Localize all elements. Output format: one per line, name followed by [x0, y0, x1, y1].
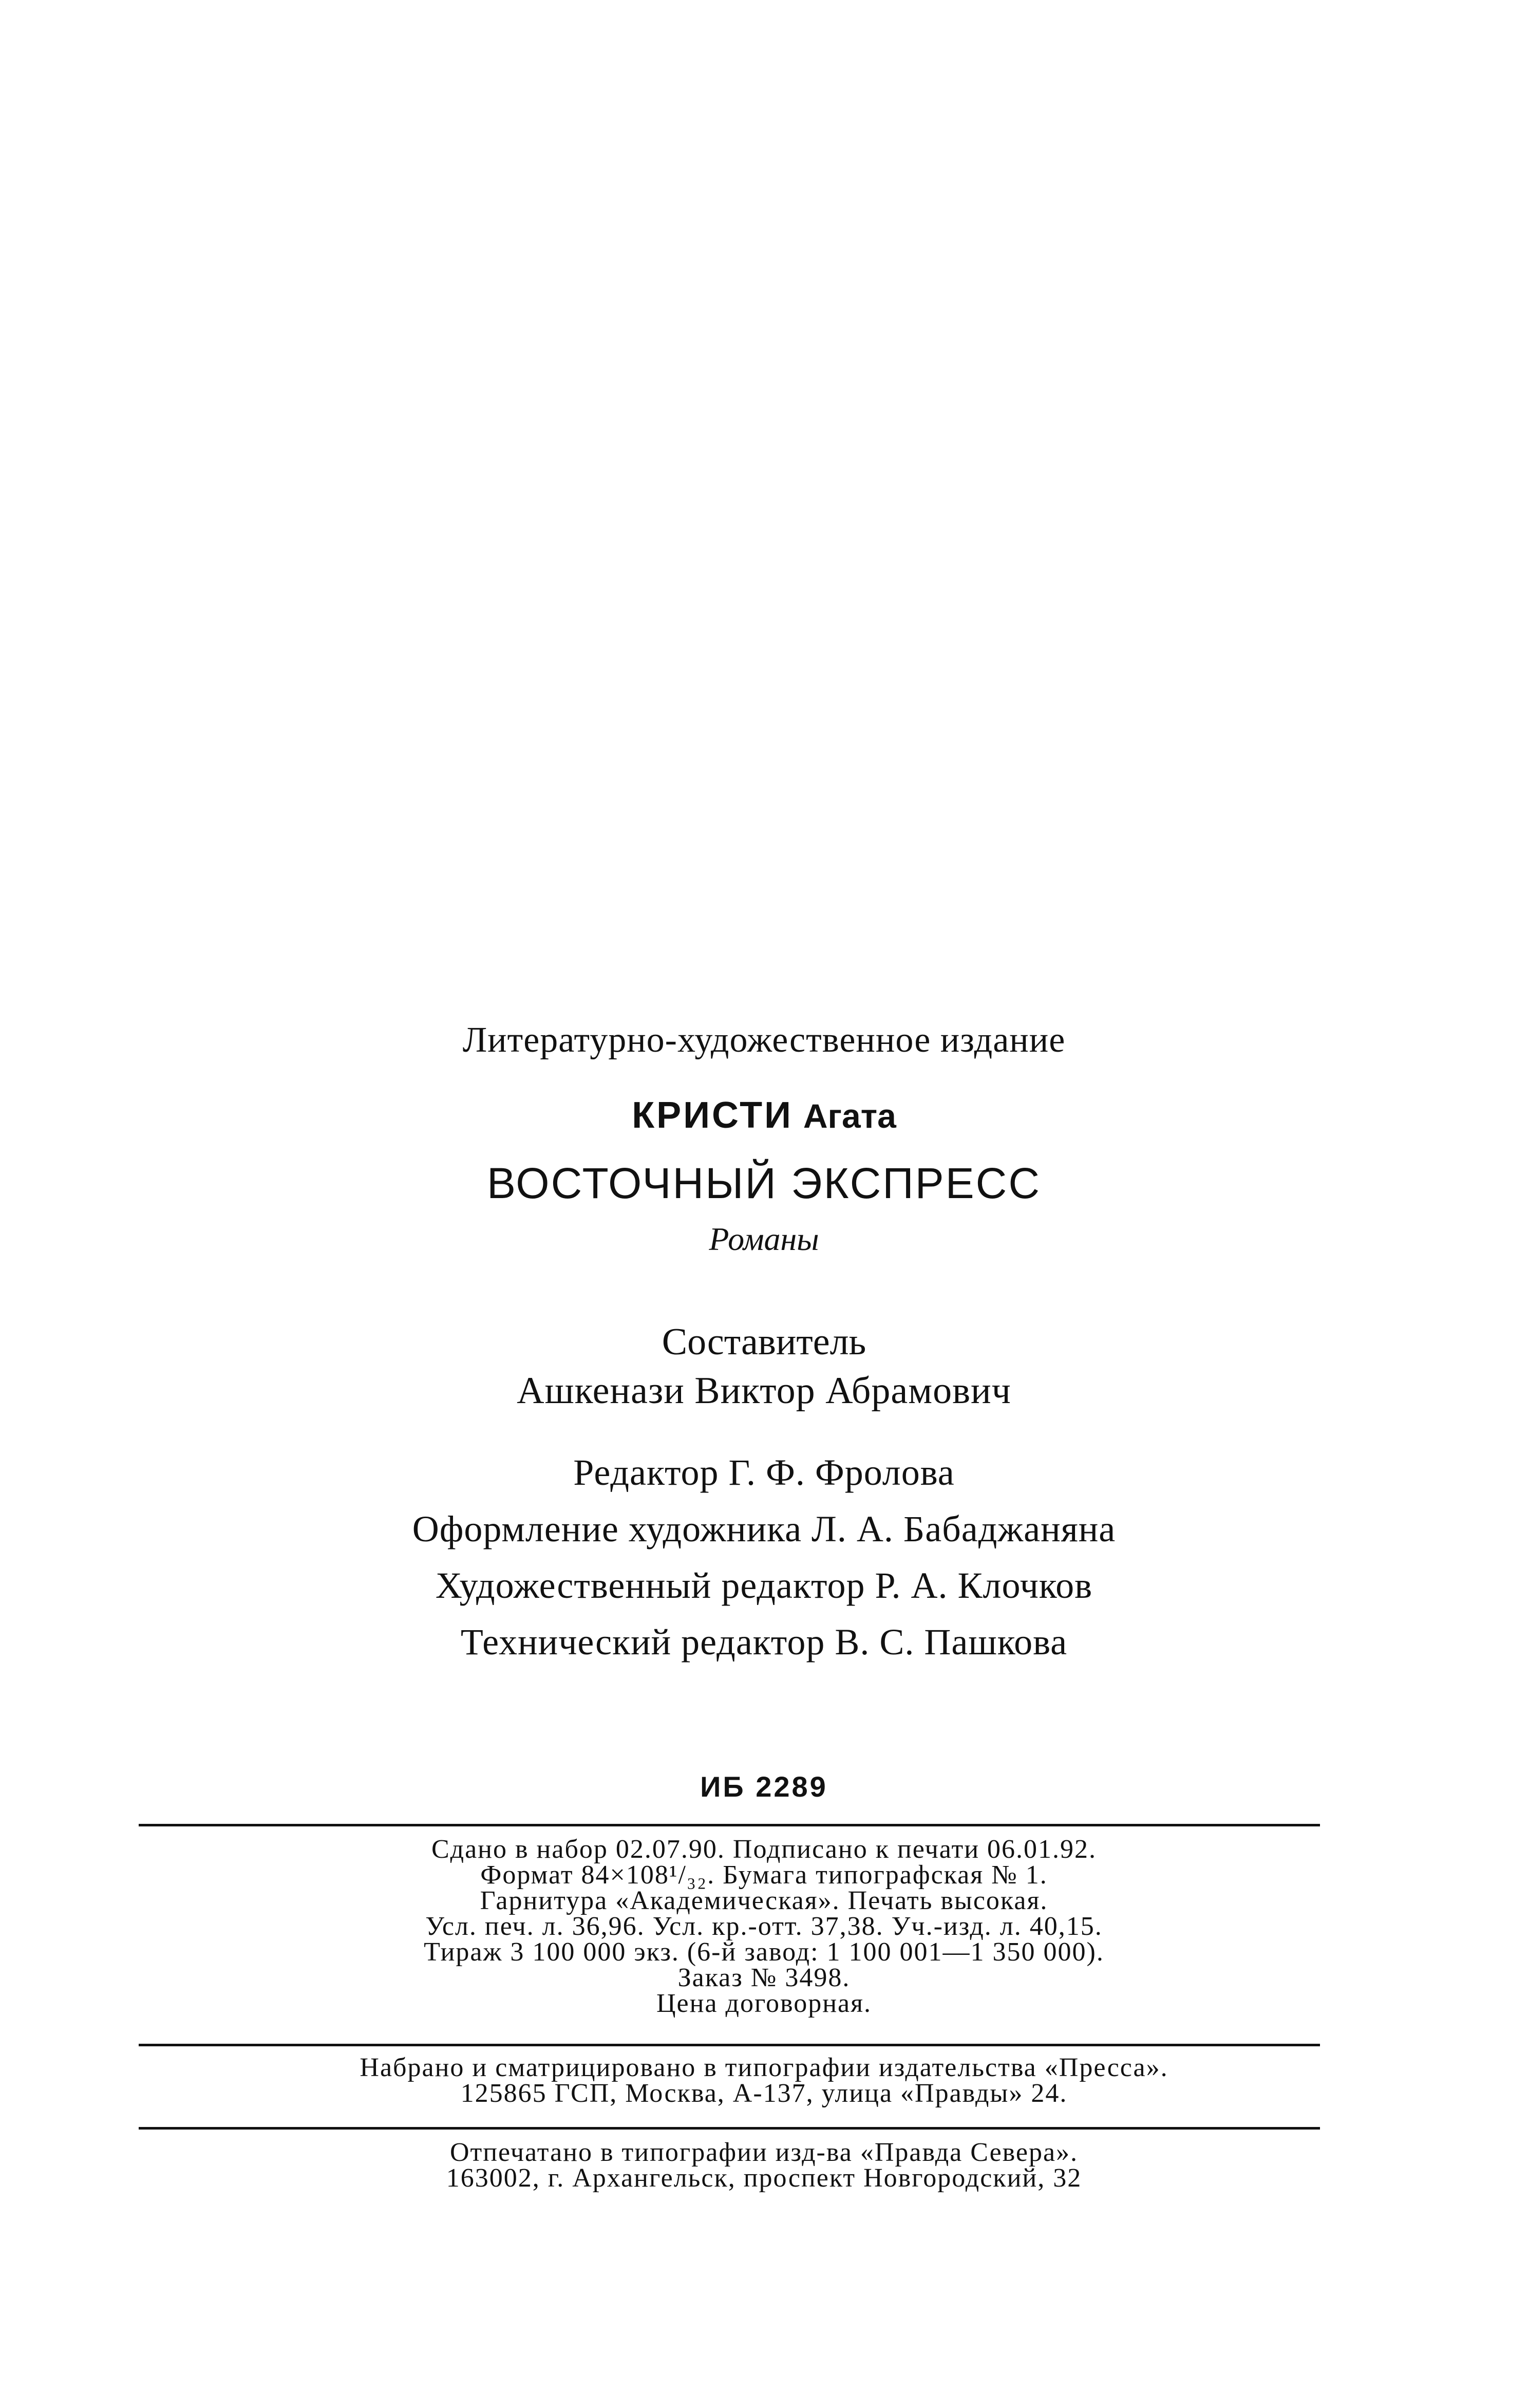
- printing-line: 163002, г. Архангельск, проспект Новгородский, 32: [446, 2163, 1082, 2193]
- printing-line: Отпечатано в типографии изд-ва «Правда Севера».: [449, 2138, 1079, 2167]
- imprint-line: Цена договорная.: [656, 1989, 872, 2018]
- credit-tech-editor: Технический редактор В. С. Пашкова: [460, 1621, 1068, 1663]
- author-name: Агата: [803, 1097, 896, 1135]
- imprint-line: Гарнитура «Академическая». Печать высокая.: [480, 1886, 1048, 1915]
- edition-type: Литературно-художественное издание: [462, 1020, 1066, 1060]
- credit-editor: Редактор Г. Ф. Фролова: [573, 1452, 955, 1493]
- ib-number: ИБ 2289: [700, 1770, 828, 1803]
- typesetting-line: 125865 ГСП, Москва, А-137, улица «Правды» 24.: [460, 2079, 1068, 2108]
- divider: [139, 2044, 1320, 2046]
- imprint-line: Формат 84×108¹/₃₂. Бумага типографская № 1.: [480, 1860, 1048, 1890]
- author-surname: КРИСТИ: [632, 1095, 793, 1136]
- credit-art-editor: Художественный редактор Р. А. Клочков: [435, 1565, 1093, 1606]
- imprint-details: [0, 1837, 1528, 2017]
- compiler-name: Ашкенази Виктор Абрамович: [517, 1370, 1011, 1412]
- book-title: ВОСТОЧНЫЙ ЭКСПРЕСС: [487, 1159, 1041, 1207]
- imprint-line: Усл. печ. л. 36,96. Усл. кр.-отт. 37,38. Уч.-изд. л. 40,15.: [425, 1912, 1103, 1941]
- genre: Романы: [709, 1221, 819, 1257]
- compiler-label: Составитель: [662, 1321, 866, 1363]
- imprint-line: Тираж 3 100 000 экз. (6-й завод: 1 100 001—1 350 000).: [424, 1937, 1104, 1967]
- printing-info: [0, 2140, 1528, 2191]
- imprint-line: Сдано в набор 02.07.90. Подписано к печати 06.01.92.: [431, 1835, 1097, 1864]
- typesetting-info: [0, 2055, 1528, 2106]
- divider: [139, 1824, 1320, 1826]
- imprint-line: Заказ № 3498.: [677, 1963, 851, 1992]
- credit-design: Оформление художника Л. А. Бабаджаняна: [412, 1508, 1116, 1550]
- author-line: [0, 1094, 1528, 1136]
- divider: [139, 2127, 1320, 2130]
- typesetting-line: Набрано и сматрицировано в типографии издательства «Пресса».: [360, 2053, 1168, 2082]
